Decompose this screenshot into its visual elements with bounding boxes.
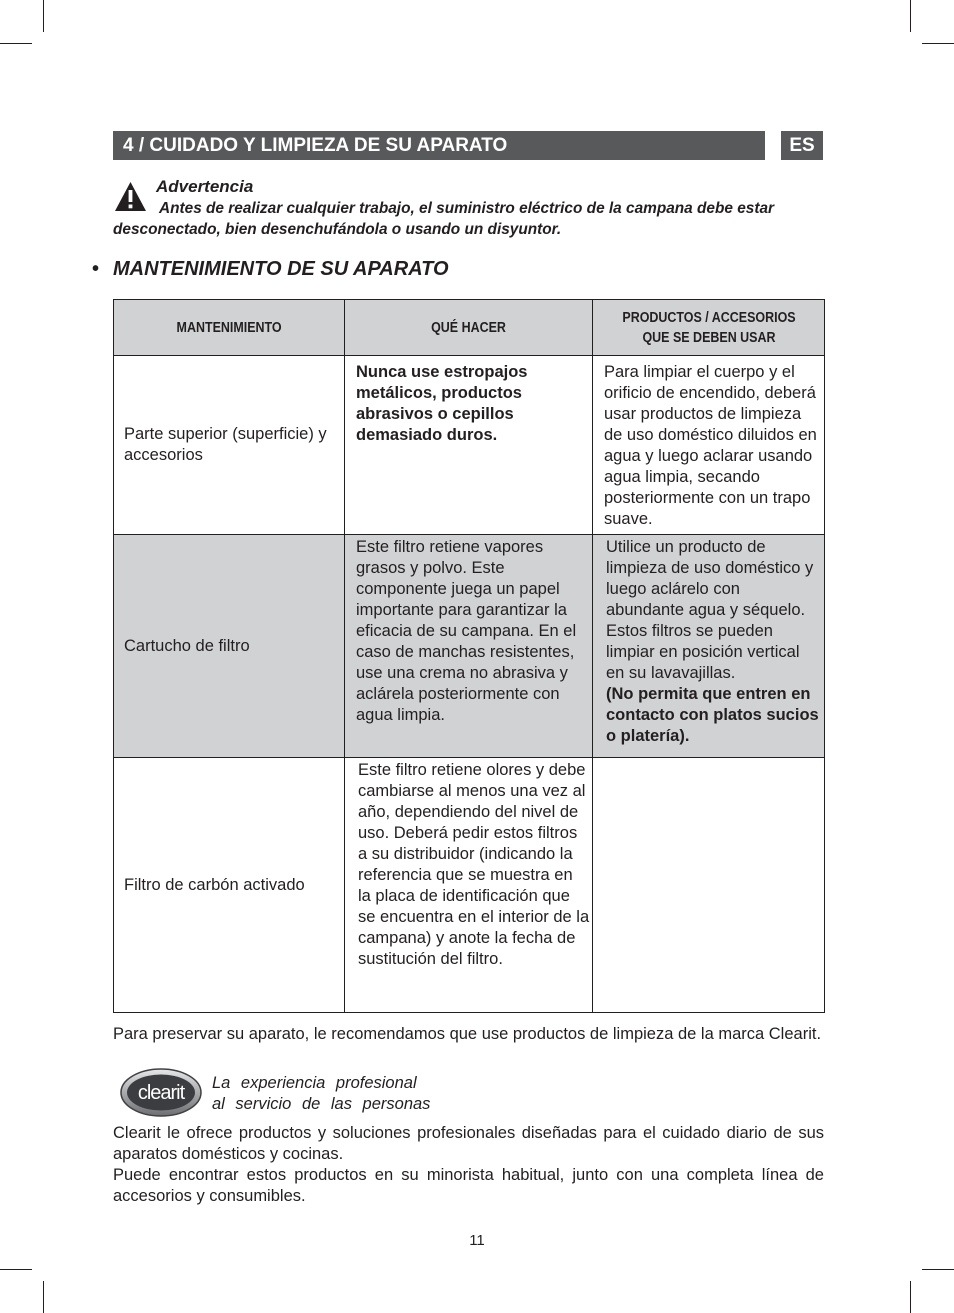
svg-text:clearit: clearit [137,1082,185,1104]
crop-mark [922,43,954,44]
clearit-logo [120,1068,202,1117]
table-row [114,758,825,1013]
crop-mark [0,1269,32,1270]
column-header: MANTENIMIENTO [114,300,345,356]
language-badge: ES [781,131,823,160]
what-to-do-cell: Nunca use estropajos metálicos, productos abrasivos o cepillos demasiado duros. [345,356,593,535]
bullet: • [92,258,100,280]
maintenance-item: Filtro de carbón activado [114,758,345,1013]
column-header: PRODUCTOS / ACCESORIOS QUE SE DEBEN USAR [593,300,825,356]
crop-mark [43,1281,44,1313]
table-header-row [114,300,825,356]
warning-text: Antes de realizar cualquier trabajo, el suministro eléctrico de la campana debe estar desconectado, bien desenchufándola o usando un disyuntor. [113,200,775,238]
products-cell [593,758,825,1013]
table-row [114,535,825,758]
crop-mark [910,0,911,32]
crop-mark [0,43,32,44]
products-cell [593,535,825,758]
recommendation-text: Para preservar su aparato, le recomendamos que use productos de limpieza de la marca Clearit. [113,1025,822,1043]
products-note: (No permita que entren en contacto con platos sucios o platería). [606,685,819,745]
slogan: La experiencia profesional al servicio de las personas [212,1074,431,1113]
what-to-do-cell: Este filtro retiene vapores grasos y polvo. Este componente juega un papel importante para garantizar la eficacia de su campana. En el caso de manchas resistentes, use una crema no abrasiva y aclárela posteriormente con agua limpia. [345,535,593,758]
maintenance-item: Parte superior (superficie) y accesorios [114,356,345,535]
page-number: 11 [469,1232,485,1249]
column-header: QUÉ HACER [345,300,593,356]
crop-mark [43,0,44,32]
crop-mark [922,1269,954,1270]
clearit-description: Clearit le ofrece productos y soluciones profesionales diseñadas para el cuidado diario de sus aparatos domésticos y cocinas. Puede encontrar estos productos en su minorista habitual, junto con una completa línea de accesorios y consumibles. [113,1124,824,1205]
maintenance-item: Cartucho de filtro [114,535,345,758]
products-text: Utilice un producto de limpieza de uso doméstico y luego aclárelo con abundante agua y séquelo. Estos filtros se pueden limpiar en posición vertical en su lavavajillas. [606,538,814,682]
what-to-do-cell: Este filtro retiene olores y debe cambiarse al menos una vez al año, dependiendo del nivel de uso. Deberá pedir estos filtros a su distribuidor (indicando la referencia que se muestra en la placa de identificación que se encuentra en el interior de la campana) y anote la fecha de sustitución del filtro. [345,758,593,1013]
maintenance-heading: MANTENIMIENTO DE SU APARATO [113,258,449,280]
warning-title: Advertencia [156,177,254,196]
section-title: 4 / CUIDADO Y LIMPIEZA DE SU APARATO [113,131,765,160]
maintenance-table [113,299,825,1013]
products-cell: Para limpiar el cuerpo y el orificio de encendido, deberá usar productos de limpieza de uso doméstico diluidos en agua y luego aclarar usando agua limpia, secando posteriormente con un trapo suave. [593,356,825,535]
table-row [114,356,825,535]
crop-mark [910,1281,911,1313]
